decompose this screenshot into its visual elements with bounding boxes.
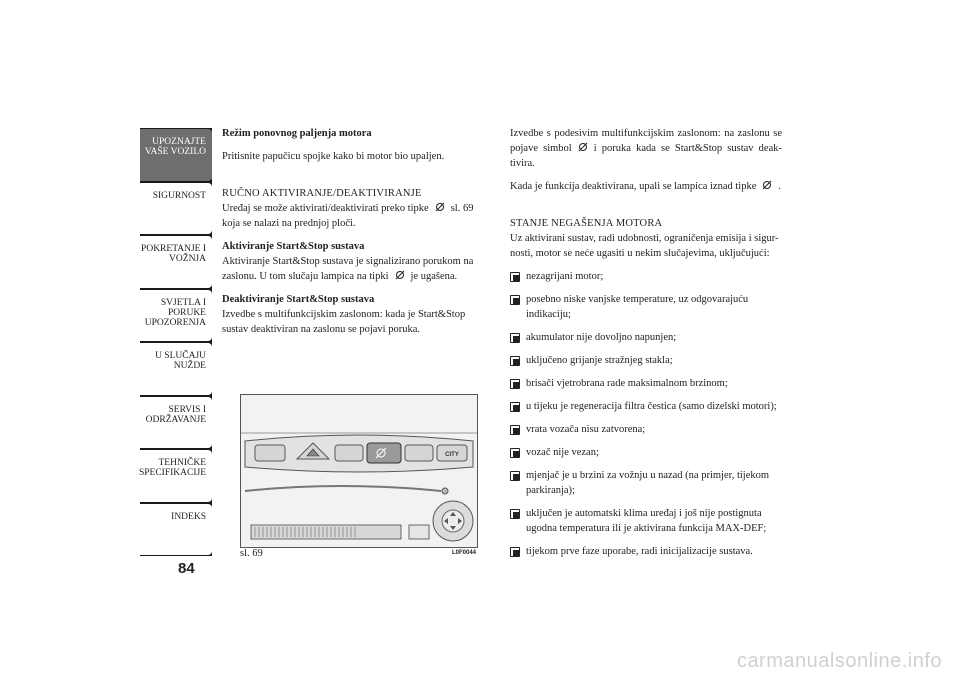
sidebar-tab-2[interactable]: SIGURNOST xyxy=(140,183,212,235)
checkbox-bullet-icon xyxy=(510,333,520,343)
list-item-text: brisači vjetrobrana rade maksimalnom brzinom; xyxy=(526,378,728,389)
list-item-text: tijekom prve faze uporabe, radi inicijalizacije sustava. xyxy=(526,546,753,557)
sidebar-tab-6[interactable]: SERVIS I ODRŽAVANJE xyxy=(140,397,212,449)
list-item xyxy=(510,422,782,437)
condition-list xyxy=(510,269,782,559)
sidebar-tab-1[interactable]: UPOZNAJTE VAŠE VOZILO xyxy=(140,129,212,181)
list-item-text: nezagrijani motor; xyxy=(526,271,604,282)
start-stop-off-icon xyxy=(435,202,445,212)
checkbox-bullet-icon xyxy=(510,379,520,389)
page-number: 84 xyxy=(178,560,195,577)
list-item-text: vozač nije vezan; xyxy=(526,447,599,458)
list-item xyxy=(510,376,782,391)
list-item xyxy=(510,445,782,460)
paragraph-restart: Pritisnite papučicu spojke kako bi motor bio upaljen. xyxy=(222,151,445,162)
checkbox-bullet-icon xyxy=(510,547,520,557)
heading-deactivation: Deaktiviranje Start&Stop sustava xyxy=(222,294,375,305)
checkbox-bullet-icon xyxy=(510,425,520,435)
list-item-text: akumulator nije dovoljno napunjen; xyxy=(526,332,677,343)
start-stop-off-icon xyxy=(395,270,405,280)
list-item-text: uključeno grijanje stražnjeg stakla; xyxy=(526,355,673,366)
paragraph-adjustable-display: Izvedbe s podesivim multifunkcijskim zaslonom: na zaslonu se pojave simbol i poruka kada se Start&Stop sustav deak-tivira. xyxy=(510,128,782,169)
checkbox-bullet-icon xyxy=(510,295,520,305)
checkbox-bullet-icon xyxy=(510,448,520,458)
list-item xyxy=(510,292,782,322)
checkbox-bullet-icon xyxy=(510,509,520,519)
sidebar-tab-3[interactable]: POKRETANJE I VOŽNJA xyxy=(140,236,212,288)
start-stop-off-icon xyxy=(762,180,772,190)
checkbox-bullet-icon xyxy=(510,402,520,412)
left-column xyxy=(222,126,488,345)
list-item-text: uključen je automatski klima uređaj i još nije postignuta ugodna temperatura ili je aktivirana funkcija MAX-DEF; xyxy=(526,508,767,534)
watermark: carmanualsonline.info xyxy=(736,650,942,672)
list-item xyxy=(510,330,782,345)
list-item xyxy=(510,399,782,414)
list-item xyxy=(510,353,782,368)
sidebar-tab-8[interactable]: INDEKS xyxy=(140,504,212,556)
heading-manual-activation: RUČNO AKTIVIRANJE/DEAKTIVIRANJE xyxy=(222,188,422,199)
list-item xyxy=(510,269,782,284)
list-item-text: u tijeku je regeneracija filtra čestica (samo dizelski motori); xyxy=(526,401,777,412)
right-column xyxy=(510,126,782,567)
figure-caption: sl. 69 xyxy=(240,548,263,559)
list-item-text: mjenjač je u brzini za vožnju u nazad (na primjer, tijekom parkiranja); xyxy=(526,470,770,496)
figure-code: L0F0044 xyxy=(452,550,477,556)
dashboard-figure xyxy=(240,394,478,548)
list-item-text: vrata vozača nisu zatvorena; xyxy=(526,424,646,435)
list-item xyxy=(510,468,782,498)
sidebar-tab-5[interactable]: U SLUČAJU NUŽDE xyxy=(140,343,212,395)
paragraph-activation: Aktiviranje Start&Stop sustava je signalizirano porukom na zaslonu. U tom slučaju lampica na tipki je ugašena. xyxy=(222,256,474,282)
list-item xyxy=(510,506,782,536)
dashboard-illustration xyxy=(241,395,477,547)
sidebar-tab-4[interactable]: SVJETLA I PORUKE UPOZORENJA xyxy=(140,290,212,342)
heading-activation: Aktiviranje Start&Stop sustava xyxy=(222,241,365,252)
paragraph-deactivation: Izvedbe s multifunkcijskim zaslonom: kada je Start&Stop sustav deaktiviran na zaslonu se pojavi poruka. xyxy=(222,309,466,335)
list-item-text: posebno niske vanjske temperature, uz odgovarajuću indikaciju; xyxy=(526,294,749,320)
paragraph-lamp: Kada je funkcija deaktivirana, upali se lampica iznad tipke . xyxy=(510,181,781,192)
checkbox-bullet-icon xyxy=(510,272,520,282)
paragraph-manual: Uređaj se može aktivirati/deaktivirati preko tipke sl. 69 koja se nalazi na prednjoj ploči. xyxy=(222,203,474,229)
checkbox-bullet-icon xyxy=(510,471,520,481)
paragraph-intro: Uz aktivirani sustav, radi udobnosti, ograničenja emisija i sigur-nosti, motor se neće ugasiti u nekim slučajevima, uključujući: xyxy=(510,233,779,259)
sidebar-tab-7[interactable]: TEHNIČKE SPECIFIKACIJE xyxy=(140,450,212,502)
heading-restart-mode: Režim ponovnog paljenja motora xyxy=(222,128,372,139)
city-label: CITY xyxy=(445,452,459,458)
checkbox-bullet-icon xyxy=(510,356,520,366)
heading-engine-not-stopping: STANJE NEGAŠENJA MOTORA xyxy=(510,218,663,229)
start-stop-off-icon xyxy=(578,142,588,152)
list-item xyxy=(510,544,782,559)
